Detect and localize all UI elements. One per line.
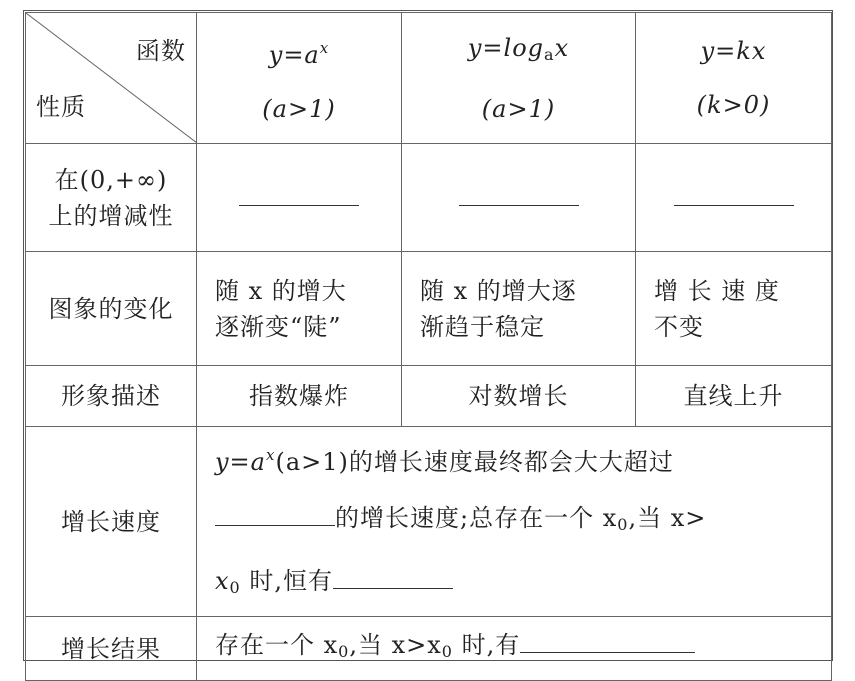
description-exponential: 指数爆炸 xyxy=(197,366,402,427)
answer-blank xyxy=(520,630,695,653)
formula-linear: y=kx xyxy=(700,37,767,65)
graph-change-linear-line1: 增 长 速 度 xyxy=(654,276,780,305)
graph-change-exponential-line1: 随 x 的增大 xyxy=(215,276,347,305)
answer-blank xyxy=(239,183,359,206)
growth-speed-line1 xyxy=(215,427,817,490)
graph-change-exponential-line2: 逐渐变“陡” xyxy=(215,312,342,341)
graph-change-logarithmic-line2: 渐趋于稳定 xyxy=(420,312,545,341)
corner-properties-label: 性质 xyxy=(36,93,86,121)
header-row xyxy=(26,13,832,144)
description-row xyxy=(26,366,832,427)
graph-change-row xyxy=(26,252,832,366)
growth-speed-line2-tail: ,当 x> xyxy=(628,504,707,532)
graph-change-exponential xyxy=(197,252,402,366)
growth-speed-formula: y=a xyxy=(215,448,266,476)
formula-exponential-sup: x xyxy=(319,38,330,57)
formula-log-prefix: y=log xyxy=(467,33,545,62)
growth-result-sub1: 0 xyxy=(338,642,350,661)
graph-change-linear-line2: 不变 xyxy=(654,312,704,341)
graph-change-logarithmic xyxy=(402,252,636,366)
answer-blank xyxy=(215,503,335,526)
formula-log-suffix: x xyxy=(554,33,570,62)
description-linear: 直线上升 xyxy=(636,366,832,427)
monotonic-blank-exponential xyxy=(197,144,402,252)
growth-speed-content xyxy=(197,427,832,617)
graph-change-logarithmic-line1: 随 x 的增大逐 xyxy=(420,276,577,305)
growth-speed-line2-text: 的增长速度;总存在一个 x xyxy=(335,504,618,532)
growth-speed-formula-sup: x xyxy=(265,446,276,464)
column-header-exponential xyxy=(197,13,402,144)
answer-blank xyxy=(333,566,453,589)
graph-change-linear xyxy=(636,252,832,366)
growth-result-label: 增长结果 xyxy=(26,617,197,681)
monotonic-label-line1: 在(0,+∞) xyxy=(54,165,168,194)
growth-result-content xyxy=(197,617,832,681)
condition-exponential: (a>1) xyxy=(262,94,336,123)
monotonic-label xyxy=(26,144,197,252)
formula-exponential: y=a xyxy=(268,40,320,69)
graph-change-label: 图象的变化 xyxy=(26,252,197,366)
growth-speed-line3-var: x xyxy=(215,567,230,595)
growth-speed-line3-sub: 0 xyxy=(229,578,241,597)
description-logarithmic: 对数增长 xyxy=(402,366,636,427)
answer-blank xyxy=(459,183,579,206)
column-header-logarithmic xyxy=(402,13,636,144)
column-header-linear xyxy=(636,13,832,144)
condition-logarithmic: (a>1) xyxy=(481,94,556,123)
description-label: 形象描述 xyxy=(26,366,197,427)
monotonic-label-line2: 上的增减性 xyxy=(48,201,174,230)
growth-speed-label: 增长速度 xyxy=(26,427,197,617)
growth-result-row xyxy=(26,617,832,681)
condition-linear: (k>0) xyxy=(696,91,771,119)
growth-result-text-rest: 时,有 xyxy=(452,631,521,659)
growth-speed-row xyxy=(26,427,832,617)
growth-speed-line1-text: (a>1)的增长速度最终都会大大超过 xyxy=(275,448,674,476)
growth-speed-line2-sub: 0 xyxy=(617,515,629,534)
formula-log-base: a xyxy=(544,44,555,64)
monotonic-blank-linear xyxy=(636,144,832,252)
growth-result-text-prefix: 存在一个 x xyxy=(215,631,339,659)
growth-result-sub2: 0 xyxy=(441,642,453,661)
growth-speed-line3 xyxy=(215,553,817,616)
growth-speed-line3-text: 时,恒有 xyxy=(240,567,333,595)
monotonic-blank-logarithmic xyxy=(402,144,636,252)
monotonic-row xyxy=(26,144,832,252)
answer-blank xyxy=(674,183,794,206)
growth-speed-line2 xyxy=(215,490,817,553)
corner-cell xyxy=(26,13,197,144)
corner-functions-label: 函数 xyxy=(136,37,186,65)
function-properties-table xyxy=(25,12,832,681)
growth-result-text-mid: ,当 x>x xyxy=(349,631,442,659)
